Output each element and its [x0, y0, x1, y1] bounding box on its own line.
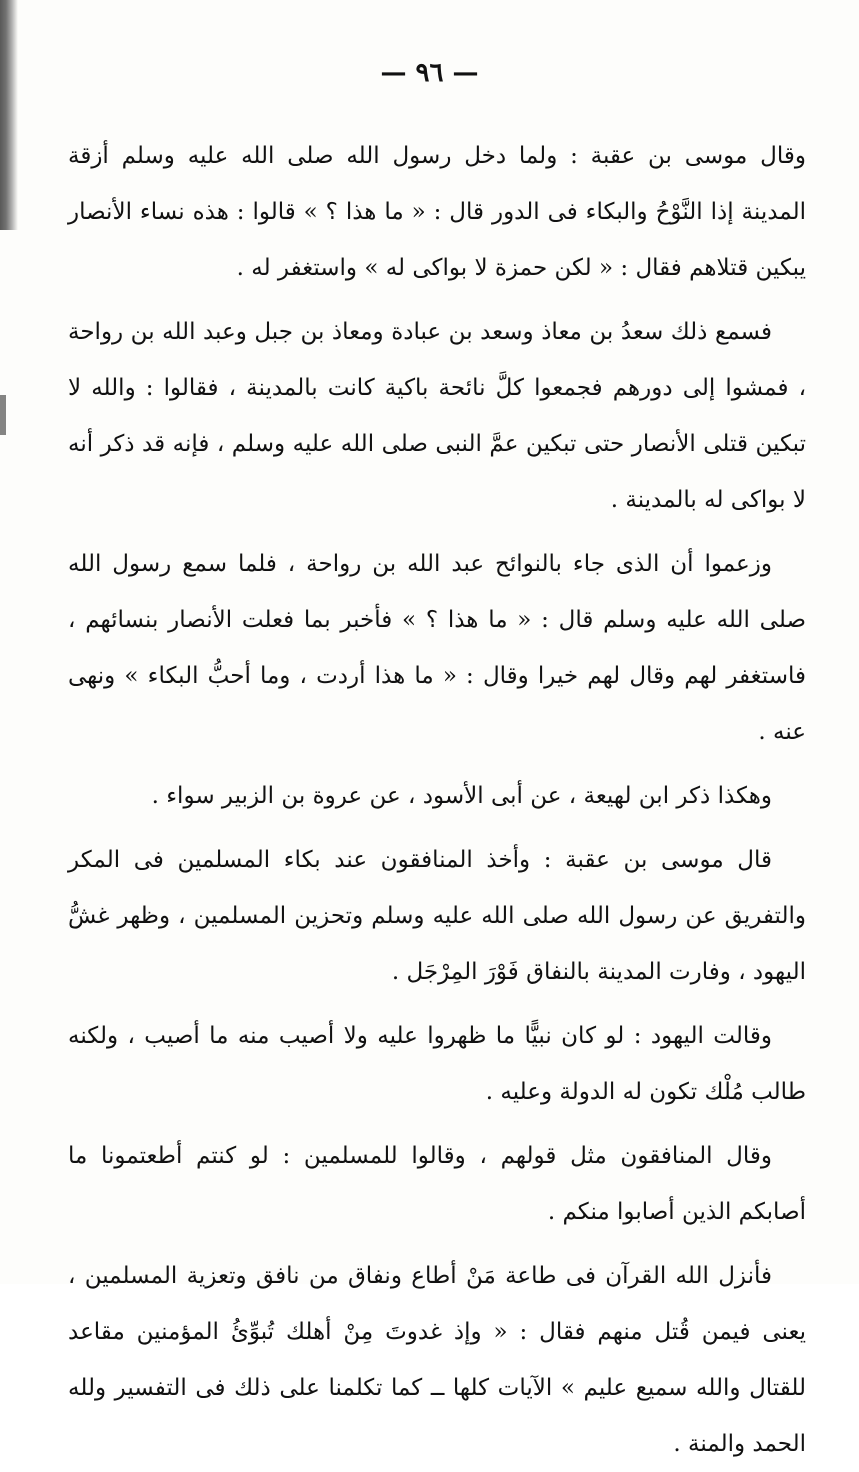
- paragraph-3: وزعموا أن الذى جاء بالنوائح عبد الله بن رواحة ، فلما سمع رسول الله صلى الله عليه وسلم قال : « ما هذا ؟ » فأخبر بما فعلت الأنصار بنسائهم ، فاستغفر لهم وقال لهم خيرا وقال : « ما هذا أردت ، وما أحبُّ البكاء » ونهى عنه .: [68, 551, 806, 745]
- paragraph-8: فأنزل الله القرآن فى طاعة مَنْ أطاع ونفاق من نافق وتعزية المسلمين ، يعنى فيمن قُتل منهم فقال : « وإذ غدوتَ مِنْ أهلك تُبوِّئُ المؤمنين مقاعد للقتال والله سميع عليم » الآيات كلها ــ كما تكلمنا على ذلك فى التفسير ولله الحمد والمنة .: [68, 1263, 806, 1457]
- page-number: — ٩٦ —: [380, 58, 479, 88]
- paragraph-6: وقالت اليهود : لو كان نبيًّا ما ظهروا عليه ولا أصيب منه ما أصيب ، ولكنه طالب مُلْك تكون له الدولة وعليه .: [68, 1023, 806, 1105]
- page-edge-mark: [0, 395, 6, 435]
- paragraph-5: قال موسى بن عقبة : وأخذ المنافقون عند بكاء المسلمين فى المكر والتفريق عن رسول الله صلى الله عليه وسلم وتحزين المسلمين ، وظهر غشُّ اليهود ، وفارت المدينة بالنفاق فَوْرَ المِرْجَل .: [68, 847, 806, 985]
- page-edge-shadow: [0, 0, 18, 230]
- paragraph-4: وهكذا ذكر ابن لهيعة ، عن أبى الأسود ، عن عروة بن الزبير سواء .: [151, 783, 772, 809]
- paragraph-2: فسمع ذلك سعدُ بن معاذ وسعد بن عبادة ومعاذ بن جبل وعبد الله بن رواحة ، فمشوا إلى دورهم فجمعوا كلَّ نائحة باكية كانت بالمدينة ، فقالوا : والله لا تبكين قتلى الأنصار حتى تبكين عمَّ النبى صلى الله عليه وسلم ، فإنه قد ذكر أنه لا بواكى له بالمدينة .: [68, 319, 806, 513]
- paragraph-7: وقال المنافقون مثل قولهم ، وقالوا للمسلمين : لو كنتم أطعتمونا ما أصابكم الذين أصابوا منكم .: [68, 1143, 806, 1225]
- body-text: [68, 128, 806, 1472]
- paragraph-1: وقال موسى بن عقبة : ولما دخل رسول الله صلى الله عليه وسلم أزقة المدينة إذا النَّوْحُ والبكاء فى الدور قال : « ما هذا ؟ » قالوا : هذه نساء الأنصار يبكين قتلاهم فقال : « لكن حمزة لا بواكى له » واستغفر له .: [68, 143, 806, 281]
